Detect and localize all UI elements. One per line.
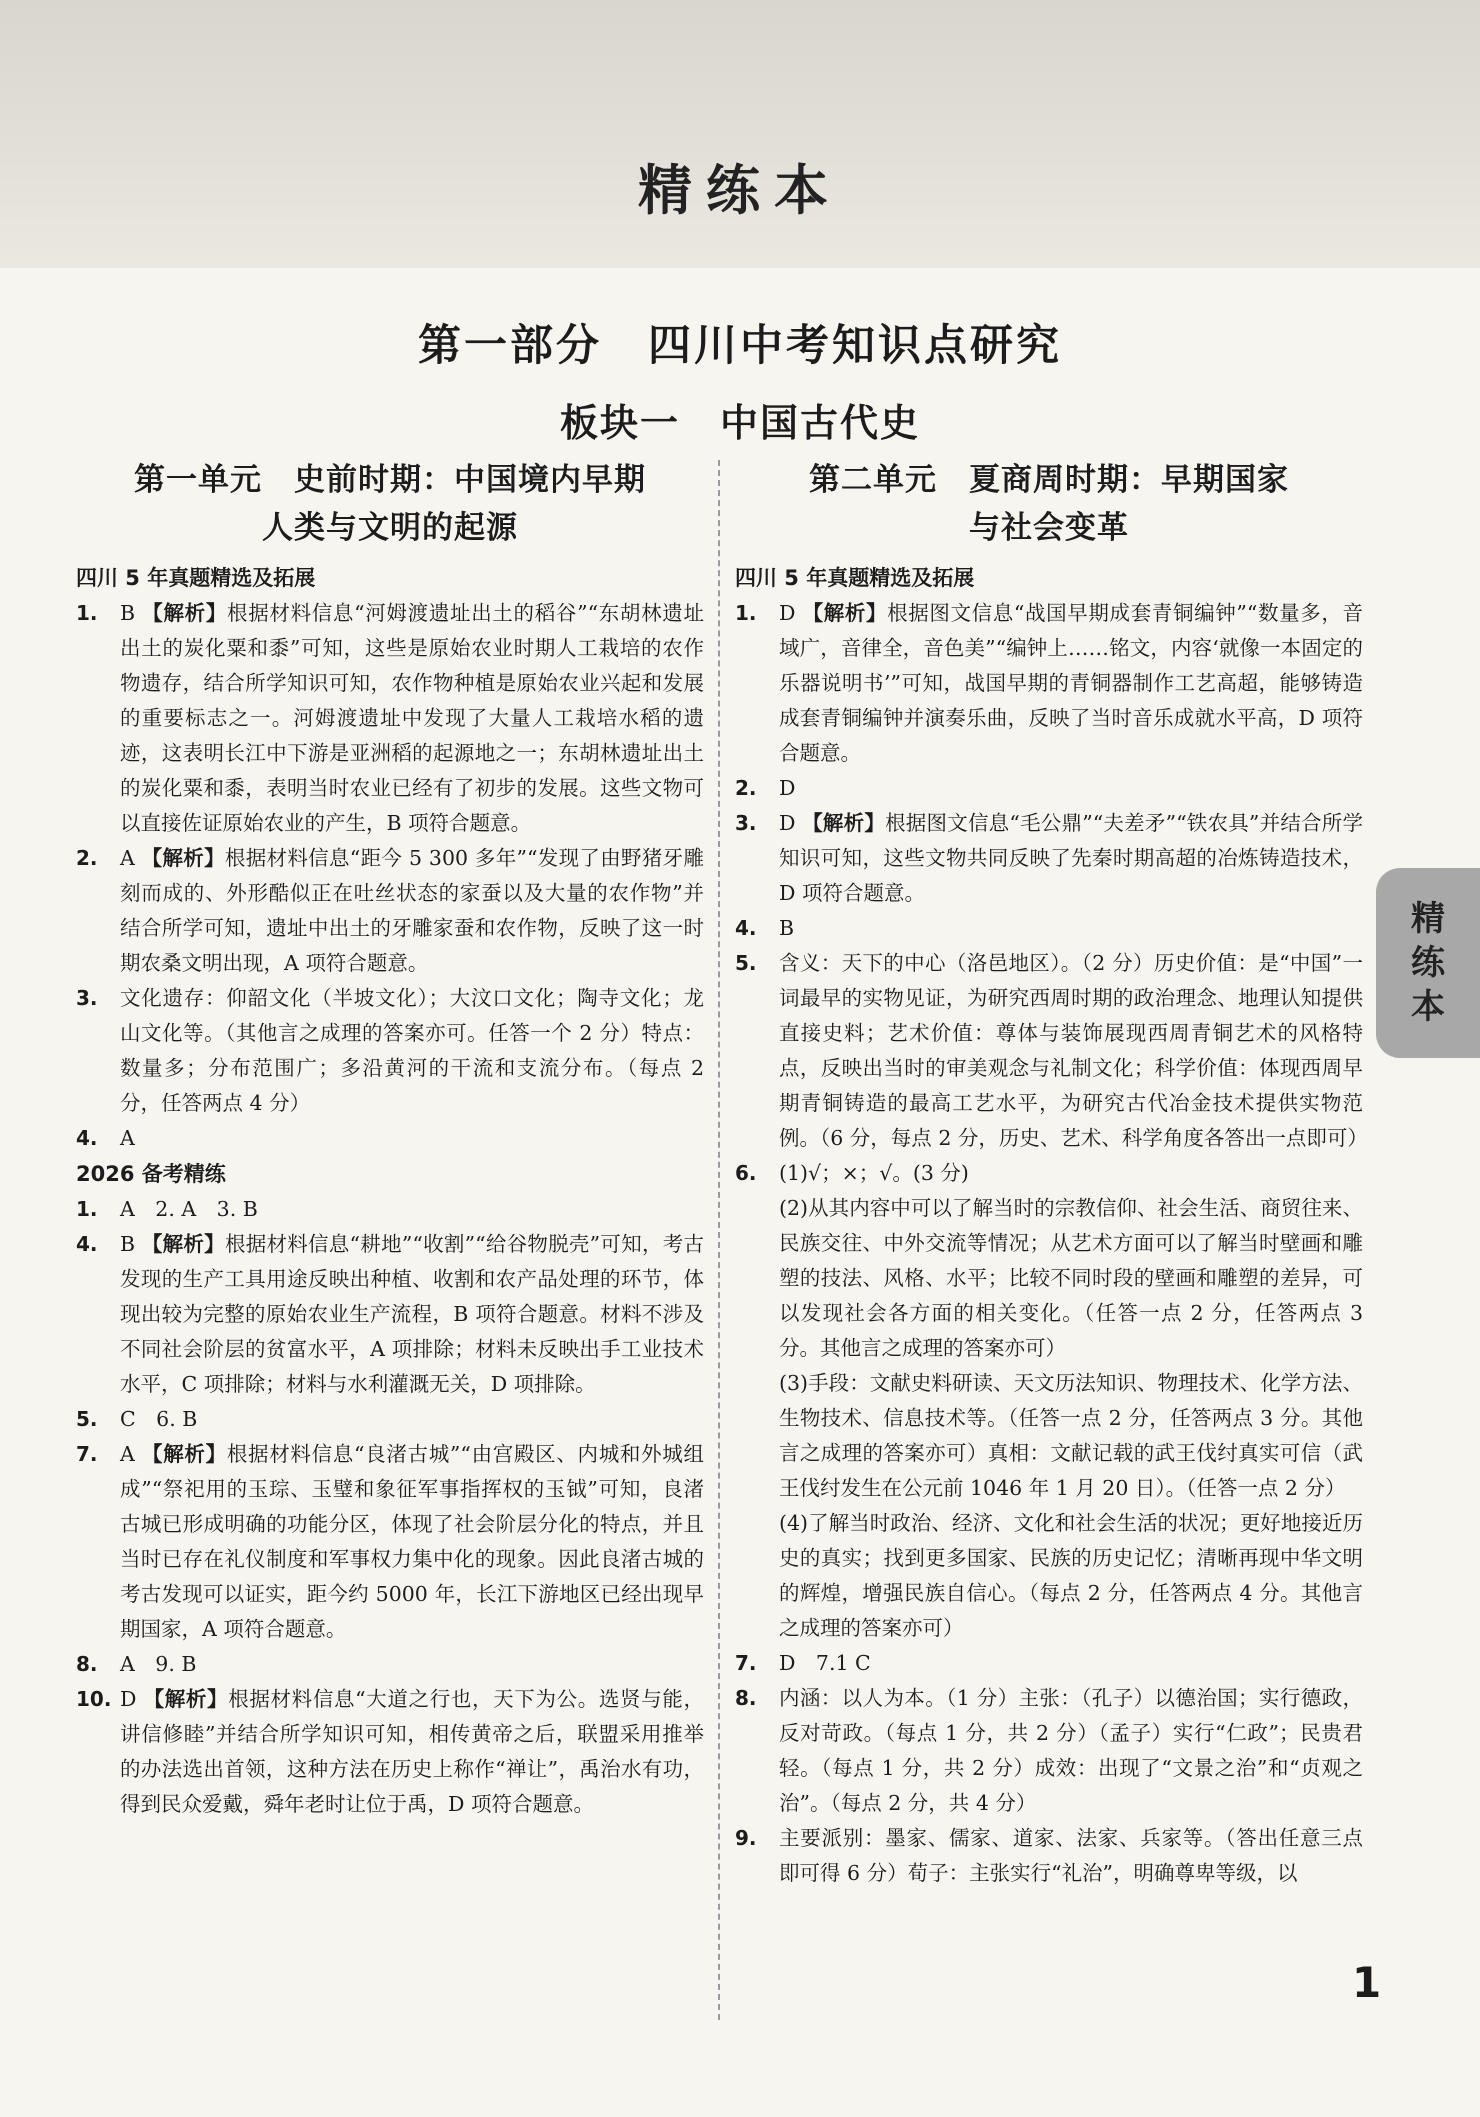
item-number: 5. (76, 1407, 98, 1431)
answer-text: (1)√；×；√。(3 分) (779, 1161, 969, 1185)
analysis-tag: 【解析】 (141, 846, 225, 870)
item-number: 4. (735, 916, 757, 940)
analysis-text: 根据材料信息“良渚古城”“由宫殿区、内城和外城组成”“祭祀用的玉琮、玉璧和象征军事指挥权的玉钺”可知，良渚古城已形成明确的功能分区，体现了社会阶层分化的特点，并且当时已存在礼仪制度和军事权力集中化的现象。因此良渚古城的考古发现可以证实，距今约 5000 年，长江下游地区已经出现早期国家，A 项符合题意。 (120, 1442, 704, 1641)
answer-text: D (779, 776, 796, 800)
analysis-tag: 【解析】 (143, 1687, 229, 1711)
answer-text (779, 806, 1363, 911)
item-number: 1. (76, 1197, 98, 1221)
answer-item (76, 981, 704, 1121)
answer-item (76, 1647, 704, 1682)
answer-item (735, 1821, 1363, 1891)
item-number: 8. (76, 1652, 98, 1676)
unit-title-line: 第一单元 史前时期：中国境内早期 (134, 462, 646, 498)
answer-item (735, 946, 1368, 1156)
unit-title-line: 人类与文明的起源 (262, 510, 518, 546)
answer-item (735, 771, 1363, 806)
answer-item (735, 596, 1363, 771)
item-number: 7. (76, 1442, 98, 1466)
item-number: 7. (735, 1651, 757, 1675)
answer-text: D 7.1 C (779, 1651, 871, 1675)
answer-text: A (120, 1126, 135, 1150)
answer-text: 内涵：以人为本。（1 分）主张：（孔子）以德治国；实行德政，反对苛政。（每点 1 分，共 2 分）（孟子）实行“仁政”；民贵君轻。（每点 1 分，共 2 分）成效：出现了“文景之治”和“贞观之治”。（每点 2 分，共 4 分） (779, 1686, 1363, 1815)
analysis-tag: 【解析】 (141, 1232, 225, 1256)
answer-letter: A (120, 1442, 135, 1466)
answer-letter: A (120, 846, 135, 870)
item-number: 1. (735, 601, 757, 625)
analysis-tag: 【解析】 (802, 601, 888, 625)
analysis-text: 根据图文信息“战国早期成套青铜编钟”“数量多，音域广，音律全，音色美”“编钟上……铭文，内容‘就像一本固定的乐器说明书’”可知，战国早期的青铜器制作工艺高超，能够铸造成套青铜编钟并演奏乐曲，反映了当时音乐成就水平高，D 项符合题意。 (779, 601, 1363, 765)
item-number: 8. (735, 1686, 757, 1710)
item-number: 6. (735, 1161, 757, 1185)
unit-title-left (76, 456, 704, 552)
section-heading: 四川 5 年真题精选及拓展 (735, 566, 975, 590)
item-number: 2. (735, 776, 757, 800)
side-tab-char: 本 (1411, 987, 1445, 1027)
analysis-text: 根据材料信息“大道之行也，天下为公。选贤与能，讲信修睦”并结合所学知识可知，相传黄帝之后，联盟采用推举的办法选出首领，这种方法在历史上称作“禅让”，禹治水有功，得到民众爱戴，舜年老时让位于禹，D 项符合题意。 (120, 1687, 704, 1816)
answer-text (120, 841, 704, 981)
answer-item (735, 1156, 1363, 1191)
answer-item (76, 1121, 704, 1156)
answer-item (735, 911, 1363, 946)
side-tab-char: 精 (1411, 899, 1445, 939)
answer-text: A 2. A 3. B (120, 1197, 258, 1221)
item-number: 5. (735, 951, 757, 975)
analysis-tag: 【解析】 (142, 601, 228, 625)
answer-text (120, 1227, 704, 1402)
unit-title-line: 与社会变革 (969, 510, 1129, 546)
item-number: 9. (735, 1826, 757, 1850)
section-heading: 四川 5 年真题精选及拓展 (76, 566, 316, 590)
item-number: 3. (735, 811, 757, 835)
answer-item (76, 841, 704, 981)
answer-item (76, 1227, 704, 1402)
answer-text (120, 596, 704, 841)
unit-title-right (735, 456, 1363, 552)
answer-item (76, 1437, 704, 1647)
side-tab-char: 练 (1411, 943, 1445, 983)
unit-title-line: 第二单元 夏商周时期：早期国家 (809, 462, 1289, 498)
analysis-text: 根据材料信息“距今 5 300 多年”“发现了由野猪牙雕刻而成的、外形酷似正在吐丝状态的家蚕以及大量的农作物”并结合所学可知，遗址中出土的牙雕家蚕和农作物，反映了这一时期农桑文明出现，A 项符合题意。 (120, 846, 704, 975)
answer-letter: D (779, 811, 796, 835)
answer-text (120, 1437, 704, 1647)
answer-letter: B (120, 601, 136, 625)
answer-text: A 9. B (120, 1652, 197, 1676)
book-section-title: 精练本 (638, 158, 842, 222)
page-number: 1 (1352, 1958, 1382, 2007)
answer-text (779, 596, 1363, 771)
answer-subpart: (2)从其内容中可以了解当时的宗教信仰、社会生活、商贸往来、民族交往、中外交流等情况；从艺术方面可以了解当时壁画和雕塑的技法、风格、水平；比较不同时段的壁画和雕塑的差异，可以发现社会各方面的相关变化。（任答一点 2 分，任答两点 3 分。其他言之成理的答案亦可） (779, 1196, 1363, 1360)
answer-text (120, 1682, 704, 1822)
item-number: 3. (76, 986, 98, 1010)
item-number: 10. (76, 1687, 112, 1711)
answer-subpart: (3)手段：文献史料研读、天文历法知识、物理技术、化学方法、生物技术、信息技术等。（任答一点 2 分，任答两点 3 分。其他言之成理的答案亦可）真相：文献记载的武王伐纣真实可信（武王伐纣发生在公元前 1046 年 1 月 20 日）。（任答一点 2 分） (779, 1371, 1363, 1500)
column-divider (718, 460, 720, 2020)
answer-letter: D (120, 1687, 137, 1711)
right-column (735, 456, 1368, 1891)
answer-text: B (779, 916, 795, 940)
analysis-text: 根据图文信息“毛公鼎”“夫差矛”“铁农具”并结合所学知识可知，这些文物共同反映了先秦时期高超的冶炼铸造技术，D 项符合题意。 (779, 811, 1364, 905)
answer-text: 文化遗存：仰韶文化（半坡文化）；大汶口文化；陶寺文化；龙山文化等。（其他言之成理的答案亦可。任答一个 2 分）特点：数量多；分布范围广；多沿黄河的干流和支流分布。（每点 2 分，任答两点 4 分） (120, 986, 704, 1115)
answer-item (76, 1402, 704, 1437)
answer-text: C 6. B (120, 1407, 198, 1431)
answer-item (735, 1681, 1363, 1821)
answer-letter: D (779, 601, 796, 625)
analysis-tag: 【解析】 (142, 1442, 227, 1466)
header-banner (0, 0, 1480, 268)
answer-letter: B (120, 1232, 136, 1256)
analysis-text: 根据材料信息“河姆渡遗址出土的稻谷”“东胡林遗址出土的炭化粟和黍”可知，这些是原始农业时期人工栽培的农作物遗存，结合所学知识可知，农作物种植是原始农业兴起和发展的重要标志之一。河姆渡遗址中发现了大量人工栽培水稻的遗迹，这表明长江中下游是亚洲稻的起源地之一；东胡林遗址出土的炭化粟和黍，表明当时农业已经有了初步的发展。这些文物可以直接佐证原始农业的产生，B 项符合题意。 (120, 601, 704, 835)
item-number: 1. (76, 601, 98, 625)
answer-item (735, 806, 1363, 911)
part-title: 第一部分 四川中考知识点研究 (418, 321, 1062, 371)
section-heading: 2026 备考精练 (76, 1162, 226, 1186)
left-column (76, 456, 704, 1822)
answer-item (76, 596, 704, 841)
answer-item (76, 1682, 704, 1822)
answer-text: 含义：天下的中心（洛邑地区）。（2 分）历史价值：是“中国”一词最早的实物见证，为研究西周时期的政治理念、地理认知提供直接史料；艺术价值：尊体与装饰展现西周青铜艺术的风格特点，反映出当时的审美观念与礼制文化；科学价值：体现西周早期青铜铸造的最高工艺水平，为研究古代冶金技术提供实物范例。（6 分，每点 2 分，历史、艺术、科学角度各答出一点即可） (779, 951, 1368, 1150)
item-number: 4. (76, 1126, 98, 1150)
analysis-text: 根据材料信息“耕地”“收割”“给谷物脱壳”可知，考古发现的生产工具用途反映出种植、收割和农产品处理的环节，体现出较为完整的原始农业生产流程，B 项符合题意。材料不涉及不同社会阶层的贫富水平，A 项排除；材料未反映出手工业技术水平，C 项排除；材料与水利灌溉无关，D 项排除。 (120, 1232, 704, 1396)
analysis-tag: 【解析】 (802, 811, 886, 835)
answer-text: 主要派别：墨家、儒家、道家、法家、兵家等。（答出任意三点即可得 6 分）荀子：主张实行“礼治”，明确尊卑等级，以 (779, 1826, 1363, 1885)
side-tab (1376, 868, 1480, 1058)
answer-item (735, 1646, 1363, 1681)
item-number: 2. (76, 846, 98, 870)
item-number: 4. (76, 1232, 98, 1256)
answer-item (76, 1192, 704, 1227)
block-title: 板块一 中国古代史 (559, 401, 920, 445)
answer-subpart: (4)了解当时政治、经济、文化和社会生活的状况；更好地接近历史的真实；找到更多国家、民族的历史记忆；清晰再现中华文明的辉煌，增强民族自信心。（每点 2 分，任答两点 4 分。其他言之成理的答案亦可） (779, 1511, 1363, 1640)
